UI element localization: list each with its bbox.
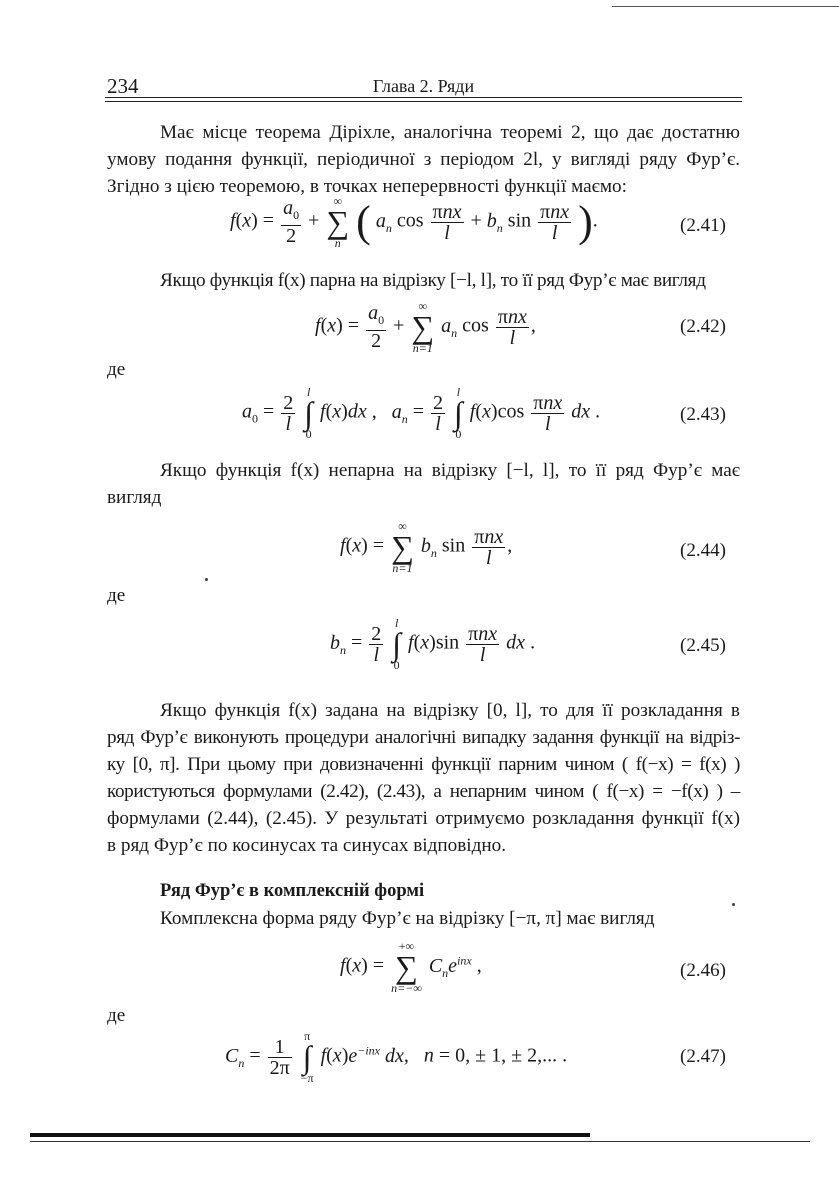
footer-rule-thin xyxy=(30,1141,810,1142)
para4-line1: Якщо функція f(x) задана на відрізку [0, l], то для її розкладання в xyxy=(160,700,740,721)
de-label-1: де xyxy=(107,359,126,380)
para3-line1: Якщо функція f(x) непарна на відрізку [−l, l], то її ряд Фур’є має xyxy=(160,460,740,481)
de-label-2: де xyxy=(107,585,126,606)
top-edge-line xyxy=(612,6,839,7)
running-head: Глава 2. Ряди xyxy=(372,76,475,96)
para4-line3: ку [0, π]. При цьому при довизначенні функції парним чином ( f(−x) = f(x) ) xyxy=(107,754,740,775)
equation-number-2-42: (2.42) xyxy=(680,316,726,337)
equation-number-2-41: (2.41) xyxy=(680,215,726,236)
header-rule xyxy=(105,97,742,98)
equation-number-2-44: (2.44) xyxy=(680,540,726,561)
equation-number-2-46: (2.46) xyxy=(680,960,726,981)
para1-line2: умову подання функції, періодичної з періодом 2l, у вигляді ряду Фур’є. xyxy=(107,149,740,170)
equation-number-2-47: (2.47) xyxy=(680,1046,726,1067)
para4-line2: ряд Фур’є виконують процедури аналогічні випадку задання функції на відріз- xyxy=(107,727,740,748)
para1-line3: Згідно з цією теоремою, в точках неперервності функції маємо: xyxy=(107,176,627,197)
para1-line1: Має місце теорема Діріхле, аналогічна теоремі 2, що дає достатню xyxy=(160,122,740,143)
equation-2-46: f(x) = +∞ ∑ n=−∞ $C_ne^{inx}$ , xyxy=(340,939,482,995)
equation-2-45: $b_n$ = $\frac{2}{l}$ l ∫ 0 f(x)sin $\frac{\text{πnx}}{l}$ dx . xyxy=(330,616,536,672)
page-number: 234 xyxy=(107,74,139,98)
para3-line2: вигляд xyxy=(107,487,162,508)
equation-2-44: f(x) = ∞ ∑ n=1 $b_n$ sin $\frac{\text{πnx}}{l}$ , xyxy=(340,519,513,575)
de-label-3: де xyxy=(107,1005,126,1026)
equation-2-42: f(x) = $\frac{a_0}{2}$ + ∞ ∑ n=1 $a_n$ cos $\frac{\text{πnx}}{l}$ , xyxy=(315,299,536,355)
para5-text: Комплексна форма ряду Фур’є на відрізку [−π, π] має вигляд xyxy=(160,908,655,929)
scan-speck xyxy=(205,578,208,581)
para4-line5: формулами (2.44), (2.45). У результаті отримуємо розкладання функції f(x) xyxy=(107,808,740,829)
para4-line4: користуються формулами (2.42), (2.43), а непарним чином ( f(−x) = −f(x) ) – xyxy=(107,781,740,802)
header-rule-thin xyxy=(105,101,742,102)
footer-rule-thick xyxy=(30,1133,590,1137)
para4-line6: в ряд Фур’є по косинусах та синусах відповідно. xyxy=(107,835,507,856)
equation-2-47: $C_n$ = $\frac{1}{2\pi}$ π ∫ −π $f(x)e^{-inx}$ dx, n = 0, ± 1, ± 2,... . xyxy=(225,1029,568,1085)
scan-speck-2 xyxy=(732,903,735,906)
page-header xyxy=(107,74,740,96)
equation-2-43: $a_0$ = $\frac{2}{l}$ l ∫ 0 f(x)dx , $a_n$ = $\frac{2}{l}$ l ∫ 0 f(x)cos $\frac{\text{πnx}}{l}$ dx . xyxy=(242,385,601,441)
equation-number-2-45: (2.45) xyxy=(680,635,726,656)
equation-number-2-43: (2.43) xyxy=(680,404,726,425)
equation-2-41: f(x) = $\frac{a_0}{2}$ + ∞ ∑ n ( $a_n$ cos $\frac{\text{πnx}}{l}$ + $b_n$ sin $\frac{\text{πnx}}{l}$ ). xyxy=(230,194,598,250)
para2-text: Якщо функція f(x) парна на відрізку [−l, l], то її ряд Фур’є має вигляд xyxy=(160,270,706,291)
section-title: Ряд Фур’є в комплексній формі xyxy=(160,881,425,901)
